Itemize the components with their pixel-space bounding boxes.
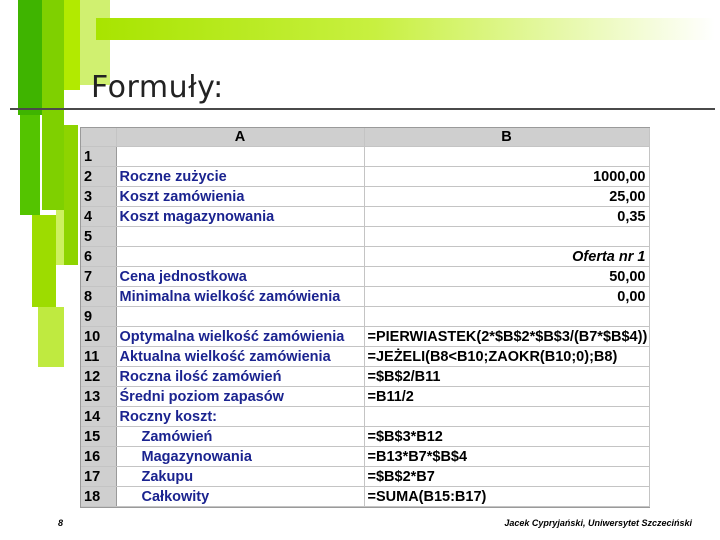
spreadsheet-body bbox=[81, 147, 649, 507]
cell-b[interactable]: =$B$2/B11 bbox=[364, 367, 649, 387]
row-header[interactable]: 9 bbox=[81, 307, 116, 327]
decor-bar bbox=[96, 18, 715, 40]
cell-a[interactable]: Roczna ilość zamówień bbox=[116, 367, 364, 387]
cell-a[interactable] bbox=[116, 147, 364, 167]
cell-a[interactable]: Zakupu bbox=[116, 467, 364, 487]
row-header[interactable]: 6 bbox=[81, 247, 116, 267]
table-row bbox=[81, 447, 649, 467]
table-row bbox=[81, 387, 649, 407]
cell-b[interactable]: =SUMA(B15:B17) bbox=[364, 487, 649, 507]
cell-a[interactable] bbox=[116, 227, 364, 247]
row-header[interactable]: 18 bbox=[81, 487, 116, 507]
decor-bar bbox=[32, 215, 56, 307]
cell-b[interactable] bbox=[364, 407, 649, 427]
decor-bar bbox=[64, 125, 78, 265]
cell-a[interactable]: Roczny koszt: bbox=[116, 407, 364, 427]
row-header[interactable]: 2 bbox=[81, 167, 116, 187]
cell-b[interactable]: 1000,00 bbox=[364, 167, 649, 187]
table-row bbox=[81, 167, 649, 187]
decor-bar bbox=[20, 115, 40, 215]
table-row bbox=[81, 407, 649, 427]
cell-b[interactable]: =PIERWIASTEK(2*$B$2*$B$3/(B7*$B$4)) bbox=[364, 327, 649, 347]
cell-a[interactable]: Magazynowania bbox=[116, 447, 364, 467]
decor-bar bbox=[64, 0, 80, 90]
cell-b[interactable]: =B13*B7*$B$4 bbox=[364, 447, 649, 467]
decor-bar bbox=[42, 0, 64, 210]
cell-b[interactable]: 0,35 bbox=[364, 207, 649, 227]
cell-b[interactable]: =B11/2 bbox=[364, 387, 649, 407]
spreadsheet bbox=[80, 127, 650, 508]
decor-bar bbox=[38, 307, 64, 367]
table-row bbox=[81, 487, 649, 507]
table-row bbox=[81, 147, 649, 167]
spreadsheet-table bbox=[81, 128, 650, 507]
cell-a[interactable]: Cena jednostkowa bbox=[116, 267, 364, 287]
table-row bbox=[81, 467, 649, 487]
cell-a[interactable]: Optymalna wielkość zamówienia bbox=[116, 327, 364, 347]
table-row bbox=[81, 347, 649, 367]
cell-b[interactable]: =JEŻELI(B8<B10;ZAOKR(B10;0);B8) bbox=[364, 347, 649, 367]
table-row bbox=[81, 327, 649, 347]
slide-title: Formuły: bbox=[91, 70, 224, 105]
cell-b[interactable]: 0,00 bbox=[364, 287, 649, 307]
cell-a[interactable]: Średni poziom zapasów bbox=[116, 387, 364, 407]
row-header[interactable]: 15 bbox=[81, 427, 116, 447]
row-header[interactable]: 5 bbox=[81, 227, 116, 247]
table-row bbox=[81, 227, 649, 247]
row-header[interactable]: 12 bbox=[81, 367, 116, 387]
row-header[interactable]: 17 bbox=[81, 467, 116, 487]
cell-b[interactable]: =$B$2*B7 bbox=[364, 467, 649, 487]
cell-b[interactable] bbox=[364, 147, 649, 167]
row-header[interactable]: 4 bbox=[81, 207, 116, 227]
table-row bbox=[81, 187, 649, 207]
cell-b[interactable]: 25,00 bbox=[364, 187, 649, 207]
column-header-b[interactable]: B bbox=[364, 128, 649, 147]
cell-a[interactable]: Koszt magazynowania bbox=[116, 207, 364, 227]
table-row bbox=[81, 267, 649, 287]
row-header[interactable]: 1 bbox=[81, 147, 116, 167]
cell-a[interactable] bbox=[116, 307, 364, 327]
cell-a[interactable]: Zamówień bbox=[116, 427, 364, 447]
decor-bar bbox=[18, 0, 42, 115]
cell-b[interactable]: 50,00 bbox=[364, 267, 649, 287]
row-header[interactable]: 14 bbox=[81, 407, 116, 427]
cell-b[interactable] bbox=[364, 227, 649, 247]
title-divider bbox=[10, 108, 715, 110]
table-row bbox=[81, 427, 649, 447]
table-row bbox=[81, 247, 649, 267]
corner-cell[interactable] bbox=[81, 128, 116, 147]
column-header-a[interactable]: A bbox=[116, 128, 364, 147]
cell-a[interactable]: Aktualna wielkość zamówienia bbox=[116, 347, 364, 367]
row-header[interactable]: 11 bbox=[81, 347, 116, 367]
slide-number: 8 bbox=[58, 518, 64, 528]
row-header[interactable]: 10 bbox=[81, 327, 116, 347]
table-row bbox=[81, 207, 649, 227]
cell-a[interactable]: Roczne zużycie bbox=[116, 167, 364, 187]
table-row bbox=[81, 367, 649, 387]
cell-b[interactable]: =$B$3*B12 bbox=[364, 427, 649, 447]
row-header[interactable]: 8 bbox=[81, 287, 116, 307]
cell-a[interactable]: Całkowity bbox=[116, 487, 364, 507]
row-header[interactable]: 7 bbox=[81, 267, 116, 287]
cell-a[interactable] bbox=[116, 247, 364, 267]
cell-b[interactable]: Oferta nr 1 bbox=[364, 247, 649, 267]
table-row bbox=[81, 287, 649, 307]
footer-author: Jacek Cypryjański, Uniwersytet Szczeciński bbox=[504, 518, 692, 528]
cell-a[interactable]: Minimalna wielkość zamówienia bbox=[116, 287, 364, 307]
table-row bbox=[81, 307, 649, 327]
cell-a[interactable]: Koszt zamówienia bbox=[116, 187, 364, 207]
cell-b[interactable] bbox=[364, 307, 649, 327]
row-header[interactable]: 3 bbox=[81, 187, 116, 207]
row-header[interactable]: 13 bbox=[81, 387, 116, 407]
row-header[interactable]: 16 bbox=[81, 447, 116, 467]
